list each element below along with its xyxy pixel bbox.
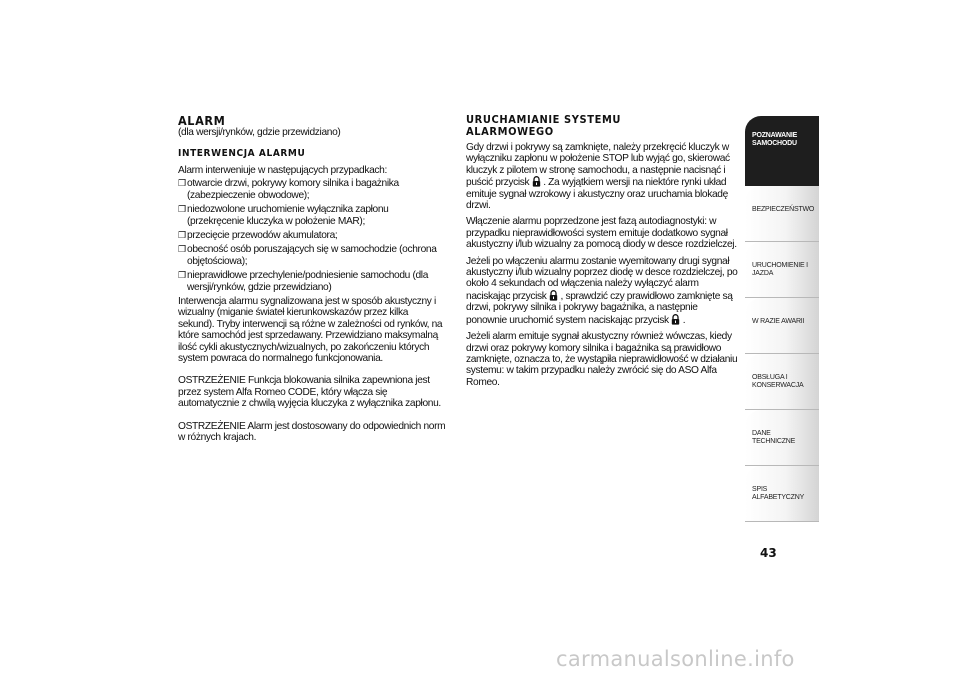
checkbox-bullet-icon: ❒ [178,244,186,255]
chapter-tabs [745,116,819,522]
lock-key-icon [671,314,680,325]
activation-paragraph-4: Jeżeli alarm emituje sygnał akustyczny również wówczas, kiedy drzwi oraz pokrywy komory silnika i bagażnika są prawidłowo zamknięte, oznacza to, że wystąpiła nieprawidłowość w działaniu systemu: w takim przypadku należy zwrócić się do ASO Alfa Romeo. [466,331,738,388]
checkbox-bullet-icon: ❒ [178,178,186,189]
page-number: 43 [760,546,777,560]
activation-paragraph-2: Włączenie alarmu poprzedzone jest fazą autodiagnostyki: w przypadku nieprawidłowości system emituje dodatkowo sygnał akustyczny i/lub wizualny za pomocą diody w desce rozdzielczej. [466,216,737,251]
tab-poznawanie-samochodu[interactable]: POZNAWANIE SAMOCHODU [745,116,819,186]
tab-bezpieczenstwo[interactable]: BEZPIECZEŃSTWO [745,186,819,242]
alarm-title: ALARM [178,113,226,128]
tab-uruchomienie-i-jazda[interactable]: URUCHOMIENIE I JAZDA [745,242,819,298]
checkbox-bullet-icon: ❒ [178,270,186,281]
intervention-list [178,178,446,293]
activation-paragraph-3: Jeżeli po włączeniu alarmu zostanie wyemitowany drugi sygnał akustyczny i/lub wizualny poprzez diodę w desce rozdzielczej, po około 4 sekundach od włączenia należy wyłączyć alarm naciskając przycisk , sprawdzić czy prawidłowo zamknięte są drzwi, pokrywy silnika i pokrywy bagażnika, a następnie ponownie uruchomić system naciskając przycisk . [466,255,738,326]
tab-spis-alfabetyczny[interactable]: SPIS ALFABETYCZNY [745,466,819,522]
intervention-intro: Alarm interweniuje w następujących przypadkach: [178,164,387,176]
list-item: ❒ otwarcie drzwi, pokrywy komory silnika i bagażnika (zabezpieczenie obwodowe); [178,178,399,201]
list-item: ❒ niedozwolone uruchomienie wyłącznika zapłonu (przekręcenie kluczyka w położenie MAR); [178,204,389,227]
warning-norms: OSTRZEŻENIE Alarm jest dostosowany do odpowiednich norm w różnych krajach. [178,420,446,444]
lock-key-icon [532,176,541,187]
intervention-description: Interwencja alarmu sygnalizowana jest w sposób akustyczny i wizualny (miganie świateł kierunkowskazów przez kilka sekund). Tryby interwencji są różne w zależności od rynków, na które samochód jest sprzedawany. Przewidziano maksymalną ilość cykli akustycznych/wizualnych, po zakończeniu których system powraca do normalnego funkcjonowania. [178,295,443,364]
tab-w-razie-awarii[interactable]: W RAZIE AWARII [745,298,819,354]
list-item: ❒ nieprawidłowe przechylenie/podniesienie samochodu (dla wersji/rynków, gdzie przewidziano) [178,270,429,293]
activation-title-line1: URUCHAMIANIE SYSTEMU [466,113,622,126]
activation-paragraph-1: Gdy drzwi i pokrywy są zamknięte, należy przekręcić kluczyk w wyłączniku zapłonu w położenie STOP lub wyjąć go, skierować kluczyk z pilotem w stronę samochodu, a następnie nacisnąć i puścić przycisk . Za wyjątkiem wersji na niektóre rynki układ emituje sygnał wzrokowy i akustyczny oraz uruchamia blokadę drzwi. [466,142,730,212]
checkbox-bullet-icon: ❒ [178,229,186,240]
tab-obsluga-i-konserwacja[interactable]: OBSŁUGA I KONSERWACJA [745,354,819,410]
list-item: ❒ obecność osób poruszających się w samochodzie (ochrona objętościowa); [178,244,437,267]
tab-dane-techniczne[interactable]: DANE TECHNICZNE [745,410,819,466]
checkbox-bullet-icon: ❒ [178,204,186,215]
activation-title-line2: ALARMOWEGO [466,124,554,138]
alarm-subtitle: (dla wersji/rynków, gdzie przewidziano) [178,127,341,138]
watermark: carmanualsonline.info [556,647,795,671]
list-item: ❒ przecięcie przewodów akumulatora; [178,229,338,241]
lock-key-icon [549,290,558,301]
intervention-section-title: INTERWENCJA ALARMU [178,148,306,160]
right-column [466,114,738,388]
warning-code: OSTRZEŻENIE Funkcja blokowania silnika zapewniona jest przez system Alfa Romeo CODE, który włącza się automatycznie z chwilą wyjęcia kluczyka z wyłącznika zapłonu. [178,375,441,410]
left-column [178,114,446,443]
